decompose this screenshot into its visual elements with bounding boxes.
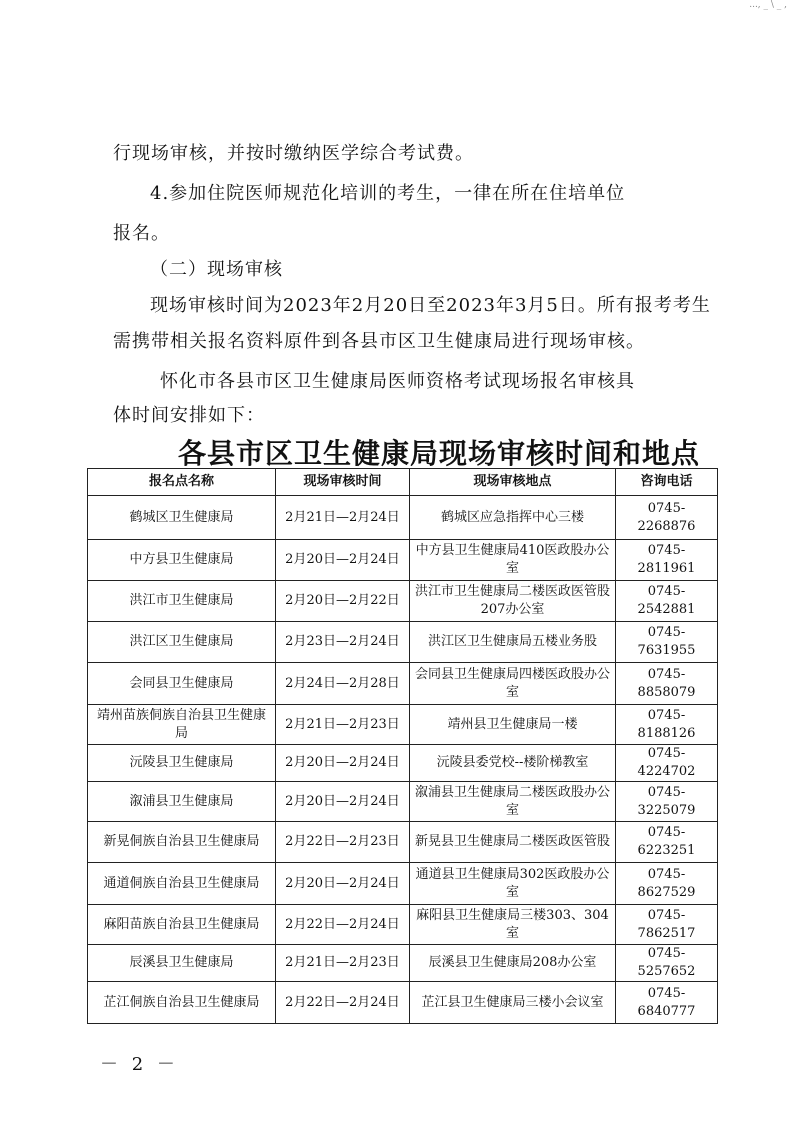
cell-review-time: 2月22日—2月23日 [276, 822, 410, 863]
cell-review-place: 靖州县卫生健康局一楼 [410, 705, 616, 745]
cell-review-place: 溆浦县卫生健康局二楼医政股办公室 [410, 782, 616, 822]
table-row [88, 905, 718, 945]
cell-site-name: 中方县卫生健康局 [88, 540, 276, 581]
cell-review-place: 洪江区卫生健康局五楼业务股 [410, 622, 616, 663]
cell-phone: 0745-2811961 [616, 540, 718, 581]
cell-review-place: 中方县卫生健康局410医政股办公室 [410, 540, 616, 581]
cell-review-time: 2月21日—2月24日 [276, 496, 410, 540]
cell-site-name: 靖州苗族侗族自治县卫生健康局 [88, 705, 276, 745]
cell-review-place: 鹤城区应急指挥中心三楼 [410, 496, 616, 540]
cell-site-name: 溆浦县卫生健康局 [88, 782, 276, 822]
cell-review-time: 2月20日—2月24日 [276, 745, 410, 782]
cell-review-place: 通道县卫生健康局302医政股办公室 [410, 863, 616, 905]
cell-phone: 0745-8627529 [616, 863, 718, 905]
header-review-place: 现场审核地点 [410, 469, 616, 496]
cell-review-time: 2月23日—2月24日 [276, 622, 410, 663]
header-phone: 咨询电话 [616, 469, 718, 496]
cell-review-place: 麻阳县卫生健康局三楼303、304室 [410, 905, 616, 945]
cell-phone: 0745-6840777 [616, 982, 718, 1024]
paragraph-line: 4.参加住院医师规范化培训的考生，一律在所在住培单位 [150, 183, 626, 204]
cell-review-time: 2月22日—2月24日 [276, 982, 410, 1024]
cell-phone: 0745-5257652 [616, 945, 718, 982]
cell-phone: 0745-8858079 [616, 663, 718, 705]
cell-site-name: 洪江区卫生健康局 [88, 622, 276, 663]
header-site-name: 报名点名称 [88, 469, 276, 496]
cell-phone: 0745-3225079 [616, 782, 718, 822]
cell-review-place: 会同县卫生健康局四楼医政股办公室 [410, 663, 616, 705]
table-row [88, 705, 718, 745]
paragraph-line: 需携带相关报名资料原件到各县市区卫生健康局进行现场审核。 [113, 331, 645, 352]
cell-phone: 0745-6223251 [616, 822, 718, 863]
table-row [88, 540, 718, 581]
table-row [88, 822, 718, 863]
cell-phone: 0745-7862517 [616, 905, 718, 945]
cell-review-time: 2月20日—2月24日 [276, 863, 410, 905]
cell-site-name: 会同县卫生健康局 [88, 663, 276, 705]
corner-mark: ..., _ \ _ , [749, 0, 787, 10]
cell-review-place: 辰溪县卫生健康局208办公室 [410, 945, 616, 982]
cell-phone: 0745-2542881 [616, 581, 718, 622]
cell-phone: 0745-4224702 [616, 745, 718, 782]
cell-review-time: 2月21日—2月23日 [276, 705, 410, 745]
cell-site-name: 沅陵县卫生健康局 [88, 745, 276, 782]
cell-site-name: 通道侗族自治县卫生健康局 [88, 863, 276, 905]
cell-review-time: 2月20日—2月24日 [276, 540, 410, 581]
cell-review-place: 沅陵县委党校--楼阶梯教室 [410, 745, 616, 782]
cell-site-name: 辰溪县卫生健康局 [88, 945, 276, 982]
cell-phone: 0745-7631955 [616, 622, 718, 663]
paragraph-line: 怀化市各县市区卫生健康局医师资格考试现场报名审核具 [160, 371, 635, 392]
cell-phone: 0745-2268876 [616, 496, 718, 540]
cell-review-time: 2月22日—2月24日 [276, 905, 410, 945]
cell-site-name: 新晃侗族自治县卫生健康局 [88, 822, 276, 863]
cell-review-place: 洪江市卫生健康局二楼医政医管股207办公室 [410, 581, 616, 622]
table-row [88, 945, 718, 982]
cell-review-time: 2月20日—2月22日 [276, 581, 410, 622]
cell-site-name: 芷江侗族自治县卫生健康局 [88, 982, 276, 1024]
schedule-table [87, 468, 718, 1024]
paragraph-line: 现场审核时间为2023年2月20日至2023年3月5日。所有报考考生 [150, 295, 711, 316]
table-title: 各县市区卫生健康局现场审核时间和地点 [178, 437, 701, 470]
table-row [88, 496, 718, 540]
table-row [88, 863, 718, 905]
table-row [88, 581, 718, 622]
cell-review-time: 2月20日—2月24日 [276, 782, 410, 822]
cell-site-name: 洪江市卫生健康局 [88, 581, 276, 622]
cell-review-place: 新晃县卫生健康局二楼医政医管股 [410, 822, 616, 863]
table-row [88, 982, 718, 1024]
table-row [88, 663, 718, 705]
table-header-row [88, 469, 718, 496]
paragraph-line: 报名。 [113, 223, 170, 244]
cell-review-time: 2月21日—2月23日 [276, 945, 410, 982]
table-row [88, 782, 718, 822]
header-review-time: 现场审核时间 [276, 469, 410, 496]
table-row [88, 745, 718, 782]
cell-review-place: 芷江县卫生健康局三楼小会议室 [410, 982, 616, 1024]
paragraph-line: 体时间安排如下： [113, 405, 265, 426]
page-number: － 2 － [100, 1054, 179, 1075]
cell-site-name: 鹤城区卫生健康局 [88, 496, 276, 540]
cell-review-time: 2月24日—2月28日 [276, 663, 410, 705]
table-row [88, 622, 718, 663]
cell-phone: 0745-8188126 [616, 705, 718, 745]
cell-site-name: 麻阳苗族自治县卫生健康局 [88, 905, 276, 945]
paragraph-line: 行现场审核，并按时缴纳医学综合考试费。 [113, 143, 474, 164]
section-heading: （二）现场审核 [150, 259, 283, 280]
